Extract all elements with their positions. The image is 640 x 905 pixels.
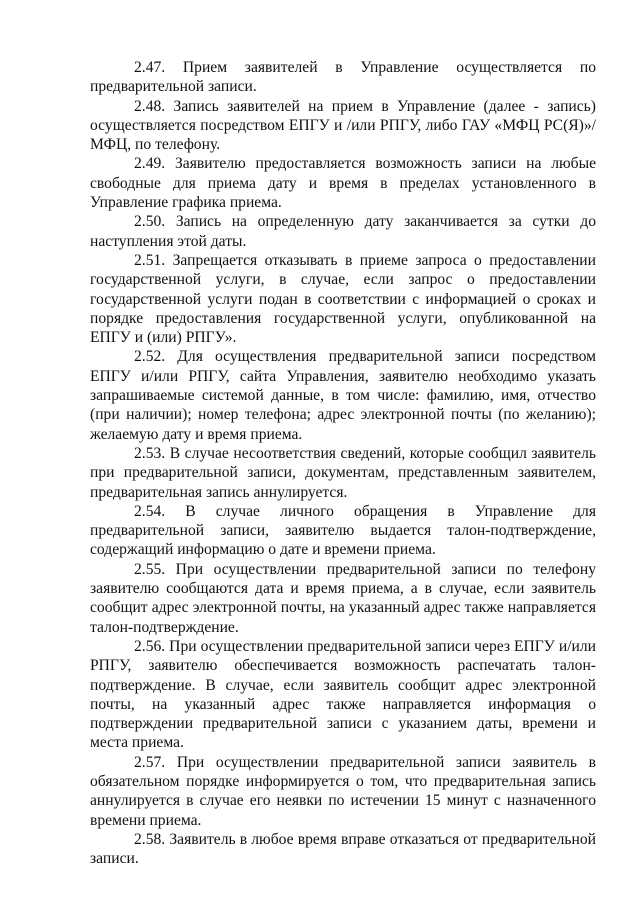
paragraph-2-49: 2.49. Заявителю предоставляется возможность записи на любые свободные для приема дату и время в пределах установленного в Управление графика приема. <box>90 155 596 212</box>
paragraph-2-55: 2.55. При осуществлении предварительной записи по телефону заявителю сообщаются дата и время приема, а в случае, если заявитель сообщит адрес электронной почты, на указанный адрес также направляется талон-подтверждение. <box>90 560 596 636</box>
paragraph-2-48: 2.48. Запись заявителей на прием в Управление (далее - запись) осуществляется посредством ЕПГУ и /или РПГУ, либо ГАУ «МФЦ РС(Я)»/МФЦ, по телефону. <box>90 97 596 154</box>
paragraph-2-52: 2.52. Для осуществления предварительной записи посредством ЕПГУ и/или РПГУ, сайта Управления, заявителю необходимо указать запрашиваемые системой данные, в том числе: фамилию, имя, отчество (при наличии); номер телефона; адрес электронной почты (по желанию); желаемую дату и время приема. <box>90 348 596 443</box>
document-page <box>90 58 596 868</box>
paragraph-2-53: 2.53. В случае несоответствия сведений, которые сообщил заявитель при предварительной записи, документам, представленным заявителем, предварительная запись аннулируется. <box>90 444 596 501</box>
paragraph-2-51: 2.51. Запрещается отказывать в приеме запроса о предоставлении государственной услуги, в случае, если запрос о предоставлении государственной услуги подан в соответствии с информацией о сроках и порядке предоставления государственной услуги, опубликованной на ЕПГУ и (или) РПГУ». <box>90 251 596 347</box>
paragraph-2-57: 2.57. При осуществлении предварительной записи заявитель в обязательном порядке информируется о том, что предварительная запись аннулируется в случае его неявки по истечении 15 минут с назначенного времени приема. <box>90 753 596 829</box>
paragraph-2-56: 2.56. При осуществлении предварительной записи через ЕПГУ и/или РПГУ, заявителю обеспечивается возможность распечатать талон-подтверждение. В случае, если заявитель сообщит адрес электронной почты, на указанный адрес также направляется информация о подтверждении предварительной записи с указанием даты, времени и места приема. <box>90 637 596 752</box>
paragraph-2-58: 2.58. Заявитель в любое время вправе отказаться от предварительной записи. <box>90 830 596 868</box>
paragraph-2-50: 2.50. Запись на определенную дату заканчивается за сутки до наступления этой даты. <box>90 213 596 250</box>
paragraph-2-47: 2.47. Прием заявителей в Управление осуществляется по предварительной записи. <box>90 59 596 96</box>
paragraph-2-54: 2.54. В случае личного обращения в Управление для предварительной записи, заявителю выдается талон-подтверждение, содержащий информацию о дате и времени приема. <box>90 502 596 559</box>
